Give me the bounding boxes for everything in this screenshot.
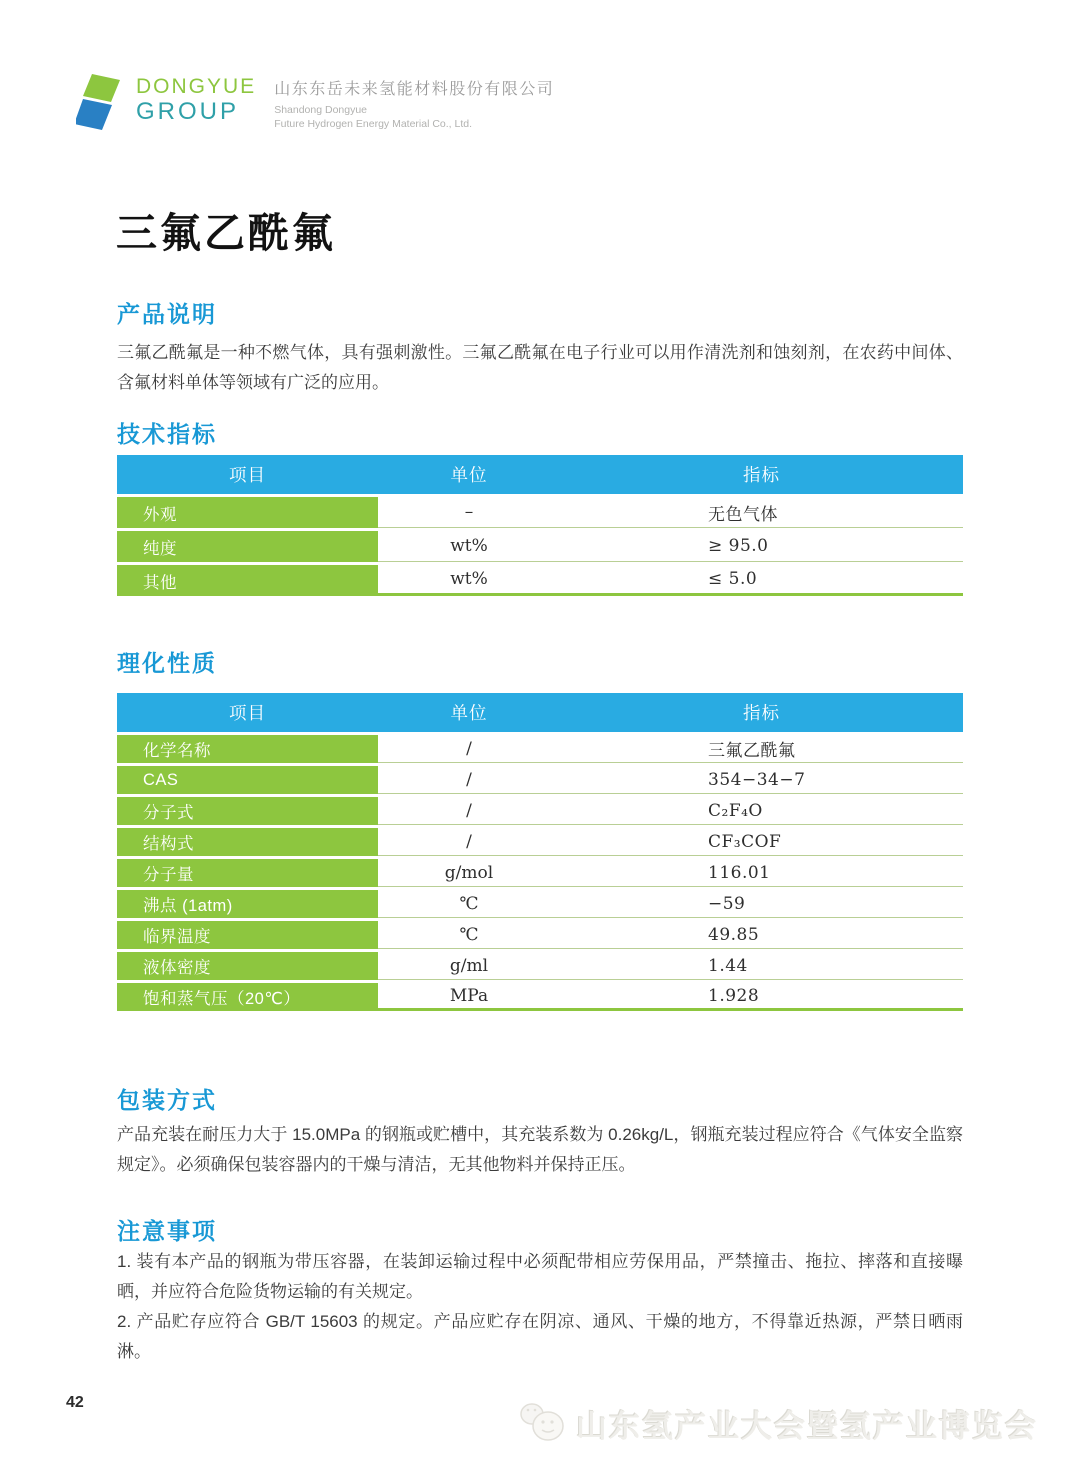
logo-word-group: GROUP xyxy=(136,98,240,125)
cell-item: 化学名称 xyxy=(117,735,378,763)
packaging-text: 产品充装在耐压力大于 15.0MPa 的钢瓶或贮槽中，其充装系数为 0.26kg/L，钢瓶充装过程应符合《气体安全监察规定》。必须确保包装容器内的干燥与清洁，无其他物料并保持正压。 xyxy=(117,1125,963,1174)
cell-spec: 116.01 xyxy=(560,859,963,887)
cell-item: CAS xyxy=(117,766,378,794)
logo-word-dongyue: DONGYUE xyxy=(136,75,257,98)
table-row xyxy=(117,497,963,528)
company-name-en-line2: Future Hydrogen Energy Material Co., Ltd. xyxy=(274,118,473,130)
table-row xyxy=(117,828,963,856)
precautions-list xyxy=(117,1247,963,1367)
cell-unit: / xyxy=(378,766,560,794)
cell-item: 沸点 (1atm) xyxy=(117,890,378,918)
precaution-item: 2. 产品贮存应符合 GB/T 15603 的规定。产品应贮存在阴凉、通风、干燥的地方，不得靠近热源，严禁日晒雨淋。 xyxy=(117,1312,963,1361)
company-name-cn: 山东东岳未来氢能材料股份有限公司 xyxy=(274,81,555,98)
table-header-row xyxy=(117,693,963,732)
cell-unit: wt% xyxy=(378,531,560,562)
cell-item: 结构式 xyxy=(117,828,378,856)
cell-unit: ℃ xyxy=(378,921,560,949)
cell-spec: ≤ 5.0 xyxy=(560,565,963,596)
column-header-unit: 单位 xyxy=(450,703,488,723)
section-heading-technical-specs: 技术指标 xyxy=(117,421,217,447)
section-heading-packaging: 包装方式 xyxy=(117,1087,217,1113)
cell-spec: CF₃COF xyxy=(560,828,963,856)
cell-spec: C₂F₄O xyxy=(560,797,963,825)
precaution-item: 1. 装有本产品的钢瓶为带压容器，在装卸运输过程中必须配带相应劳保用品，严禁撞击、拖拉、摔落和直接曝晒，并应符合危险货物运输的有关规定。 xyxy=(117,1252,963,1301)
cell-item: 其他 xyxy=(117,565,378,596)
company-name-block xyxy=(274,76,554,131)
header-brand xyxy=(76,70,554,136)
cell-unit: – xyxy=(378,497,560,528)
table-row xyxy=(117,859,963,887)
column-header-spec: 指标 xyxy=(743,465,780,485)
table-row xyxy=(117,921,963,949)
cell-item: 饱和蒸气压（20℃） xyxy=(117,983,378,1011)
cell-item: 外观 xyxy=(117,497,378,528)
cell-unit: g/mol xyxy=(378,859,560,887)
table-row xyxy=(117,766,963,794)
cell-unit: MPa xyxy=(378,983,560,1011)
table-row xyxy=(117,531,963,562)
cell-spec: 无色气体 xyxy=(560,497,963,528)
table-row xyxy=(117,952,963,980)
cell-spec: 1.44 xyxy=(560,952,963,980)
logo-wordmark xyxy=(136,76,256,124)
column-header-unit: 单位 xyxy=(450,465,488,485)
table-row xyxy=(117,890,963,918)
column-header-item: 项目 xyxy=(229,465,266,485)
cell-unit: ℃ xyxy=(378,890,560,918)
table-row xyxy=(117,735,963,763)
mascot-icon xyxy=(518,1398,570,1448)
table-row xyxy=(117,565,963,596)
company-name-en xyxy=(274,103,554,131)
cell-item: 临界温度 xyxy=(117,921,378,949)
section-heading-precautions: 注意事项 xyxy=(117,1218,217,1244)
page-number: 42 xyxy=(66,1394,84,1411)
physical-properties-table xyxy=(117,693,963,1011)
cell-item: 液体密度 xyxy=(117,952,378,980)
cell-item: 分子式 xyxy=(117,797,378,825)
section-heading-physical-properties: 理化性质 xyxy=(117,650,217,676)
column-header-spec: 指标 xyxy=(743,703,780,723)
table-header-row xyxy=(117,455,963,494)
dongyue-logo-icon xyxy=(76,70,128,136)
cell-unit: g/ml xyxy=(378,952,560,980)
cell-spec: 49.85 xyxy=(560,921,963,949)
table-row xyxy=(117,983,963,1011)
section-heading-product-description: 产品说明 xyxy=(117,301,217,327)
technical-specs-table xyxy=(117,455,963,596)
cell-unit: / xyxy=(378,828,560,856)
cell-unit: / xyxy=(378,735,560,763)
cell-unit: / xyxy=(378,797,560,825)
cell-item: 分子量 xyxy=(117,859,378,887)
cell-spec: 三氟乙酰氟 xyxy=(560,735,963,763)
footer-watermark xyxy=(518,1398,1038,1448)
company-name-en-line1: Shandong Dongyue xyxy=(274,104,368,116)
cell-spec: 354−34−7 xyxy=(560,766,963,794)
cell-unit: wt% xyxy=(378,565,560,596)
column-header-item: 项目 xyxy=(229,703,266,723)
cell-spec: 1.928 xyxy=(560,983,963,1011)
cell-spec: −59 xyxy=(560,890,963,918)
watermark-text: 山东氢产业大会暨氢产业博览会 xyxy=(576,1408,1038,1444)
cell-item: 纯度 xyxy=(117,531,378,562)
product-description-text: 三氟乙酰氟是一种不燃气体，具有强刺激性。三氟乙酰氟在电子行业可以用作清洗剂和蚀刻剂，在农药中间体、含氟材料单体等领域有广泛的应用。 xyxy=(117,343,963,392)
table-row xyxy=(117,797,963,825)
cell-spec: ≥ 95.0 xyxy=(560,531,963,562)
page-title: 三氟乙酰氟 xyxy=(116,210,336,256)
